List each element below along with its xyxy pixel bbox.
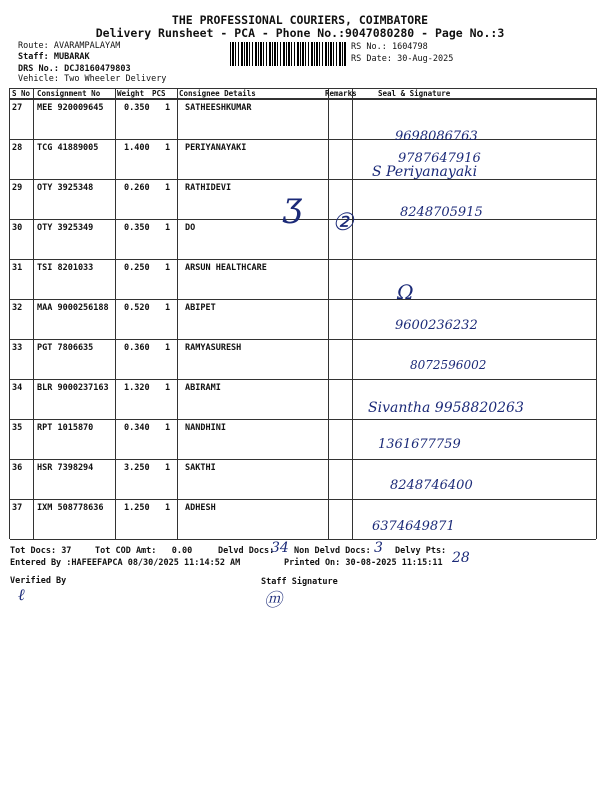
delvd-docs-value: 34 — [271, 540, 289, 556]
cell-weight: 0.520 — [124, 303, 150, 313]
cell-weight: 0.340 — [124, 423, 150, 433]
handwritten-signature-36: 8248746400 — [390, 478, 473, 493]
cell-sno: 30 — [12, 223, 23, 233]
non-delvd-docs: Non Delvd Docs: — [294, 546, 371, 556]
cell-consignment: TSI 8201033 — [37, 263, 94, 273]
cell-weight: 1.400 — [124, 143, 150, 153]
row-divider — [10, 299, 596, 300]
cell-consignment: OTY 3925349 — [37, 223, 94, 233]
cell-weight: 0.350 — [124, 103, 150, 113]
cell-consignee: SATHEESHKUMAR — [185, 103, 252, 113]
cell-consignment: HSR 7398294 — [37, 463, 94, 473]
printed-on: Printed On: 30-08-2025 11:15:11 — [284, 558, 443, 568]
handwritten-signature-27: 9698086763 — [395, 129, 478, 144]
handwritten-remark-mark: ʒ — [283, 185, 303, 225]
runsheet-subtitle: Delivery Runsheet - PCA - Phone No.:9047080280 - Page No.:3 — [95, 26, 505, 40]
handwritten-signature-28: 9787647916 — [398, 151, 481, 166]
cell-pcs: 1 — [165, 503, 171, 513]
cell-consignment: MAA 9000256188 — [37, 303, 109, 313]
cell-pcs: 1 — [165, 143, 171, 153]
cell-weight: 0.350 — [124, 223, 150, 233]
cell-pcs: 1 — [165, 103, 171, 113]
row-divider — [10, 379, 596, 380]
delvd-docs: Delvd Docs: — [218, 546, 275, 556]
cell-consignee: ADHESH — [185, 503, 216, 513]
row-divider — [10, 179, 596, 180]
cell-sno: 29 — [12, 183, 23, 193]
handwritten-signature-29: S Periyanayaki — [372, 164, 478, 180]
cell-consignee: ABIRAMI — [185, 383, 221, 393]
cell-weight: 0.360 — [124, 343, 150, 353]
row-divider — [10, 259, 596, 260]
runsheet-table — [9, 88, 597, 539]
cell-consignee: PERIYANAYAKI — [185, 143, 247, 153]
cell-weight: 1.320 — [124, 383, 150, 393]
cell-sno: 32 — [12, 303, 23, 313]
cell-pcs: 1 — [165, 223, 171, 233]
company-title: THE PROFESSIONAL COURIERS, COIMBATORE — [171, 13, 429, 27]
col-header-consignment: Consignment No — [37, 89, 101, 98]
entered-by: Entered By :HAFEEFAPCA 08/30/2025 11:14:52 AM — [10, 558, 241, 568]
cell-consignment: PGT 7806635 — [37, 343, 94, 353]
cell-consignee: ABIPET — [185, 303, 216, 313]
cell-weight: 1.250 — [124, 503, 150, 513]
handwritten-signature-30: 8248705915 — [400, 205, 483, 220]
signature-scribble-31: Ω — [397, 280, 414, 304]
cell-pcs: 1 — [165, 183, 171, 193]
rs-no-line: RS No.: 1604798 — [351, 42, 428, 52]
cell-sno: 33 — [12, 343, 23, 353]
tot-docs: Tot Docs: 37 — [10, 546, 72, 556]
tot-cod: Tot COD Amt: 0.00 — [95, 546, 193, 556]
barcode — [230, 42, 346, 66]
route-line: Route: AVARAMPALAYAM — [18, 41, 121, 51]
rs-date-line: RS Date: 30-Aug-2025 — [351, 54, 454, 64]
cell-pcs: 1 — [165, 423, 171, 433]
cell-consignee: RATHIDEVI — [185, 183, 232, 193]
cell-weight: 0.260 — [124, 183, 150, 193]
handwritten-signature-33: 8072596002 — [410, 358, 487, 372]
non-delvd-docs-value: 3 — [374, 540, 383, 556]
cell-weight: 3.250 — [124, 463, 150, 473]
cell-consignee: ARSUN HEALTHCARE — [185, 263, 267, 273]
col-header-sno: S No — [12, 89, 31, 98]
verified-by-label: Verified By — [10, 576, 67, 586]
cell-sno: 27 — [12, 103, 23, 113]
staff-signature-label: Staff Signature — [261, 577, 338, 587]
cell-consignee: NANDHINI — [185, 423, 226, 433]
cell-sno: 37 — [12, 503, 23, 513]
cell-consignment: TCG 41889005 — [37, 143, 99, 153]
delvy-pts: Delvy Pts: — [395, 546, 447, 556]
verified-signature: ℓ — [18, 585, 25, 604]
vehicle-line: Vehicle: Two Wheeler Delivery — [18, 74, 167, 84]
cell-weight: 0.250 — [124, 263, 150, 273]
cell-consignment: IXM 508778636 — [37, 503, 104, 513]
cell-pcs: 1 — [165, 343, 171, 353]
cell-sno: 35 — [12, 423, 23, 433]
cell-pcs: 1 — [165, 463, 171, 473]
cell-consignment: RPT 1015870 — [37, 423, 94, 433]
cell-consignee: SAKTHI — [185, 463, 216, 473]
cell-sno: 34 — [12, 383, 23, 393]
cell-consignment: BLR 9000237163 — [37, 383, 109, 393]
handwritten-signature-35: 1361677759 — [378, 437, 461, 452]
cell-consignment: OTY 3925348 — [37, 183, 94, 193]
col-header-seal: Seal & Signature — [378, 89, 451, 98]
delvy-pts-value: 28 — [452, 550, 470, 566]
staff-line: Staff: MUBARAK — [18, 52, 90, 62]
cell-pcs: 1 — [165, 383, 171, 393]
row-divider — [10, 339, 596, 340]
row-divider — [10, 139, 596, 140]
handwritten-signature-32: 9600236232 — [395, 318, 478, 333]
cell-consignee: RAMYASURESH — [185, 343, 242, 353]
row-divider — [10, 459, 596, 460]
row-divider — [10, 219, 596, 220]
row-divider — [10, 499, 596, 500]
handwritten-circle-mark: ② — [332, 208, 354, 236]
handwritten-signature-37: 6374649871 — [372, 519, 455, 534]
col-header-weight: Weight — [117, 89, 145, 98]
col-header-remarks: Remarks — [325, 89, 357, 98]
handwritten-signature-34: Sivantha 9958820263 — [368, 400, 524, 416]
cell-consignment: MEE 920009645 — [37, 103, 104, 113]
drs-line: DRS No.: DCJ8160479803 — [18, 64, 131, 74]
row-divider — [10, 419, 596, 420]
col-header-consignee: Consignee Details — [179, 89, 256, 98]
cell-pcs: 1 — [165, 263, 171, 273]
cell-sno: 28 — [12, 143, 23, 153]
cell-sno: 36 — [12, 463, 23, 473]
cell-sno: 31 — [12, 263, 23, 273]
staff-signature-mark: ⓜ — [264, 590, 282, 611]
cell-pcs: 1 — [165, 303, 171, 313]
col-header-pcs: PCS — [152, 89, 166, 98]
cell-consignee: DO — [185, 223, 196, 233]
